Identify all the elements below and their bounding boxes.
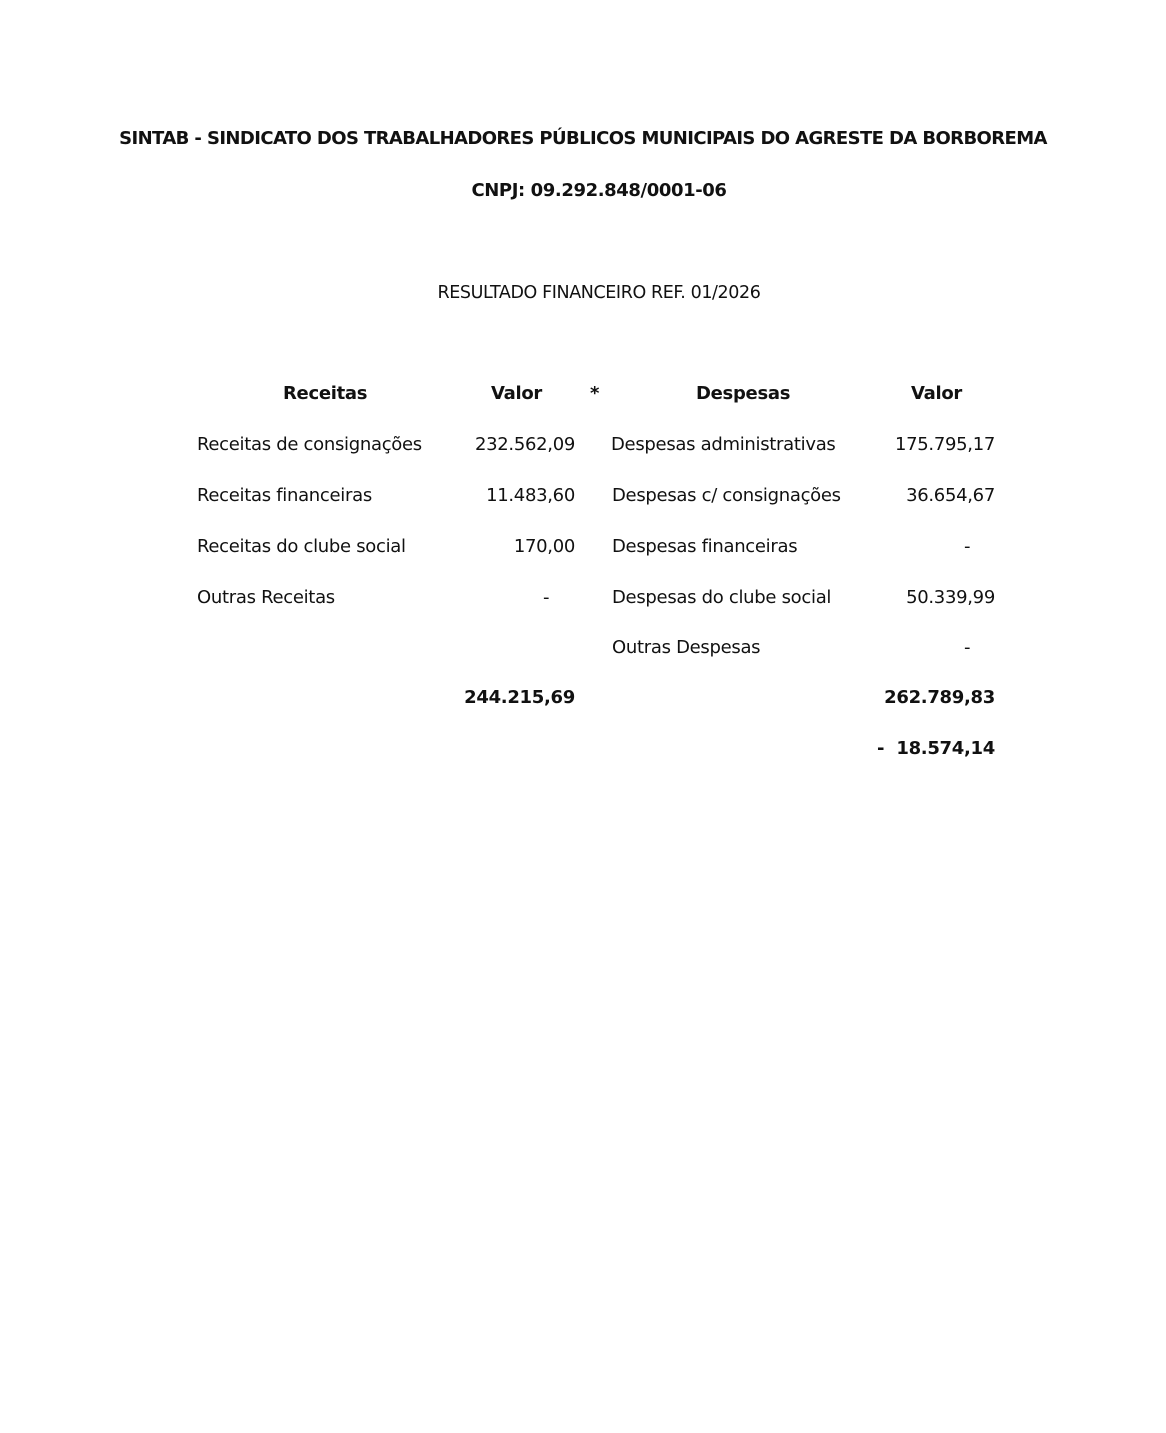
receita-label: Receitas de consignações bbox=[197, 434, 422, 455]
cnpj-line: CNPJ: 09.292.848/0001-06 bbox=[471, 180, 727, 201]
despesa-value: 36.654,67 bbox=[906, 485, 995, 506]
header-valor-receitas: Valor bbox=[491, 383, 543, 404]
receita-label: Receitas financeiras bbox=[197, 485, 372, 506]
despesa-label: Despesas financeiras bbox=[612, 536, 798, 557]
header-receitas: Receitas bbox=[283, 383, 368, 404]
receita-value: - bbox=[543, 587, 550, 608]
despesa-label: Despesas administrativas bbox=[611, 434, 836, 455]
despesa-value: - bbox=[964, 637, 971, 658]
organization-title: SINTAB - SINDICATO DOS TRABALHADORES PÚBLICOS MUNICIPAIS DO AGRESTE DA BORBOREMA bbox=[119, 128, 1047, 149]
receita-value: 170,00 bbox=[513, 536, 575, 557]
despesa-value: 175.795,17 bbox=[894, 434, 995, 455]
header-despesas: Despesas bbox=[696, 383, 791, 404]
despesa-value: - bbox=[964, 536, 971, 557]
total-receitas: 244.215,69 bbox=[464, 687, 575, 708]
receita-value: 232.562,09 bbox=[474, 434, 575, 455]
despesa-label: Despesas c/ consignações bbox=[612, 485, 841, 506]
header-separator: * bbox=[590, 383, 600, 404]
header-valor-despesas: Valor bbox=[911, 383, 963, 404]
despesa-value: 50.339,99 bbox=[906, 587, 995, 608]
receita-value: 11.483,60 bbox=[486, 485, 575, 506]
despesa-label: Despesas do clube social bbox=[612, 587, 832, 608]
receita-label: Receitas do clube social bbox=[197, 536, 406, 557]
resultado-sign: - bbox=[877, 738, 885, 759]
despesa-label: Outras Despesas bbox=[612, 637, 761, 658]
total-despesas: 262.789,83 bbox=[884, 687, 995, 708]
report-title: RESULTADO FINANCEIRO REF. 01/2026 bbox=[437, 283, 761, 303]
receita-label: Outras Receitas bbox=[197, 587, 335, 608]
resultado-value: 18.574,14 bbox=[896, 738, 995, 759]
